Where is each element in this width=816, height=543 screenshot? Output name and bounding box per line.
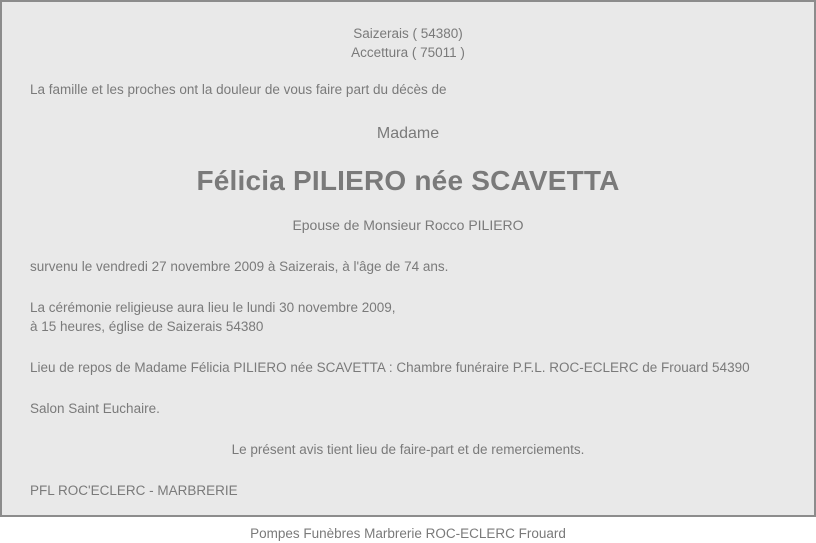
locations-block xyxy=(30,24,786,62)
repose-location-text: Lieu de repos de Madame Félicia PILIERO née SCAVETTA : Chambre funéraire P.F.L. ROC-ECLERC de Frouard 54390 xyxy=(30,360,750,375)
thanks-text: Le présent avis tient lieu de faire-part et de remerciements. xyxy=(231,442,585,457)
funeral-company-name: PFL ROC'ECLERC - MARBRERIE xyxy=(30,483,238,498)
honorific-title: Madame xyxy=(376,125,440,142)
ceremony-line-1: La cérémonie religieuse aura lieu le lundi 30 novembre 2009, xyxy=(30,300,396,315)
ceremony-line-2: à 15 heures, église de Saizerais 54380 xyxy=(30,319,264,334)
footer-text: Pompes Funèbres Marbrerie ROC-ECLERC Frouard xyxy=(250,526,566,541)
deceased-name: Félicia PILIERO née SCAVETTA xyxy=(196,165,620,196)
spouse-text: Epouse de Monsieur Rocco PILIERO xyxy=(292,217,524,233)
salon-text: Salon Saint Euchaire. xyxy=(30,401,160,416)
location-line-1: Saizerais ( 54380) xyxy=(353,26,463,41)
intro-text: La famille et les proches ont la douleur de vous faire part du décès de xyxy=(30,82,447,97)
location-line-2: Accettura ( 75011 ) xyxy=(351,45,465,60)
ceremony-block xyxy=(30,298,786,336)
death-info-text: survenu le vendredi 27 novembre 2009 à Saizerais, à l'âge de 74 ans. xyxy=(30,259,449,274)
